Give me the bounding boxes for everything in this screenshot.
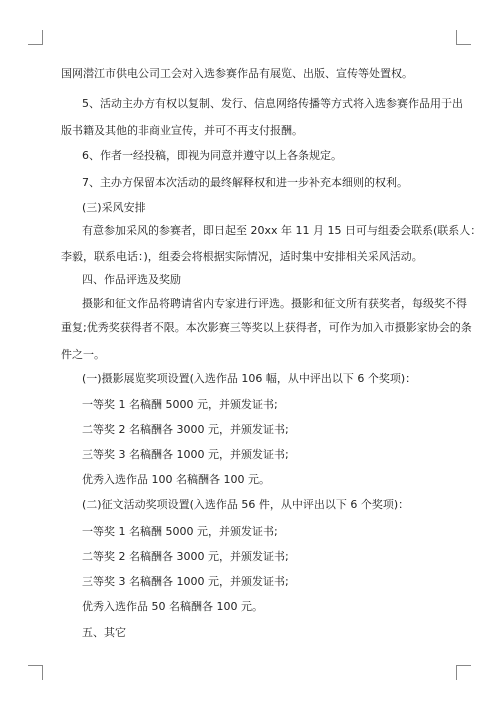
list-item: 优秀入选作品 50 名稿酬各 100 元。 <box>82 600 263 613</box>
list-item: 一等奖 1 名稿酬 5000 元，并颁发证书; <box>82 398 278 411</box>
paragraph-line: 有意参加采风的参赛者，即日起至 20xx 年 11 月 15 日可与组委会联系(联系人： <box>82 224 482 237</box>
paragraph-line: 6、作者一经投稿，即视为同意并遵守以上各条规定。 <box>82 149 342 162</box>
list-item: 三等奖 3 名稿酬各 1000 元，并颁发证书; <box>82 448 289 461</box>
list-item: 三等奖 3 名稿酬各 1000 元，并颁发证书; <box>82 575 289 588</box>
paragraph-line: 李毅，联系电话：)，组委会将根据实际情况，适时集中安排相关采风活动。 <box>61 250 423 263</box>
section-heading: 五、其它 <box>82 626 126 639</box>
list-item: 优秀入选作品 100 名稿酬各 100 元。 <box>82 473 270 486</box>
paragraph-line: 版书籍及其他的非商业宣传，并可不再支付报酬。 <box>61 124 303 137</box>
section-heading: (三)采风安排 <box>82 201 146 214</box>
section-heading: 四、作品评选及奖励 <box>82 273 181 286</box>
paragraph-line: 重复;优秀奖获得者不限。本次影赛三等奖以上获得者，可作为加入市摄影家协会的条 <box>61 321 472 334</box>
paragraph-line: 7、主办方保留本次活动的最终解释权和进一步补充本细则的权利。 <box>82 176 408 189</box>
list-item: 二等奖 2 名稿酬各 3000 元，并颁发证书; <box>82 550 289 563</box>
list-item: 一等奖 1 名稿酬 5000 元，并颁发证书; <box>82 525 278 538</box>
paragraph-line: 摄影和征文作品将聘请省内专家进行评选。摄影和征文所有获奖者，每级奖不得 <box>82 297 467 310</box>
crop-mark-top-right <box>456 30 471 45</box>
crop-mark-bottom-right <box>456 665 471 680</box>
paragraph-line: 国网潜江市供电公司工会对入选参赛作品有展览、出版、宣传等处置权。 <box>61 67 413 80</box>
list-item: 二等奖 2 名稿酬各 3000 元，并颁发证书; <box>82 423 289 436</box>
paragraph-line: 件之一。 <box>61 348 105 361</box>
section-heading: (一)摄影展览奖项设置(入选作品 106 幅，从中评出以下 6 个奖项)： <box>82 372 417 385</box>
crop-mark-bottom-left <box>28 665 43 680</box>
section-heading: (二)征文活动奖项设置(入选作品 56 件，从中评出以下 6 个奖项)： <box>82 498 410 511</box>
paragraph-line: 5、活动主办方有权以复制、发行、信息网络传播等方式将入选参赛作品用于出 <box>82 97 463 110</box>
crop-mark-top-left <box>28 30 43 45</box>
